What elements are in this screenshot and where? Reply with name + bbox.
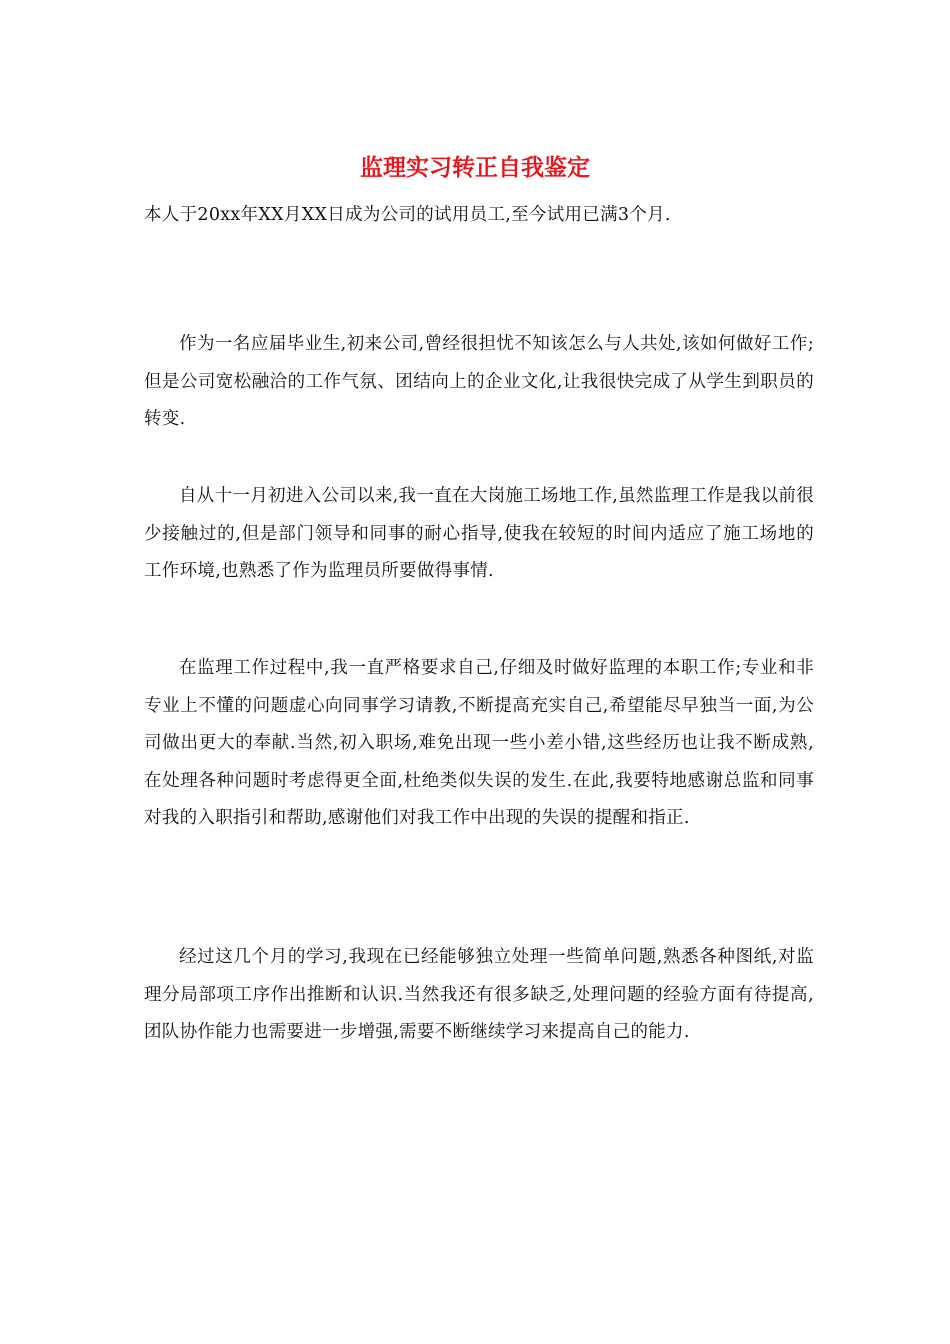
document-title: 监理实习转正自我鉴定 [360, 154, 590, 181]
body-paragraph-1: 作为一名应届毕业生,初来公司,曾经很担忧不知该怎么与人共处,该如何做好工作;但是公司宽松融洽的工作气氛、团结向上的企业文化,让我很快完成了从学生到职员的转变. [144, 334, 814, 429]
intro-paragraph: 本人于20xx年XX月XX日成为公司的试用员工,至今试用已满3个月. [144, 205, 671, 225]
body-paragraph-4: 经过这几个月的学习,我现在已经能够独立处理一些简单问题,熟悉各种图纸,对监理分局部项工序作出推断和认识.当然我还有很多缺乏,处理问题的经验方面有待提高,团队协作能力也需要进一步增强,需要不断继续学习来提高自己的能力. [144, 947, 814, 1042]
body-paragraph-3: 在监理工作过程中,我一直严格要求自己,仔细及时做好监理的本职工作;专业和非专业上不懂的问题虚心向同事学习请教,不断提高充实自己,希望能尽早独当一面,为公司做出更大的奉献.当然,初入职场,难免出现一些小差小错,这些经历也让我不断成熟,在处理各种问题时考虑得更全面,杜绝类似失误的发生.在此,我要特地感谢总监和同事对我的入职指引和帮助,感谢他们对我工作中出现的失误的提醒和指正. [144, 658, 814, 828]
body-paragraph-2: 自从十一月初进入公司以来,我一直在大岗施工场地工作,虽然监理工作是我以前很少接触过的,但是部门领导和同事的耐心指导,使我在较短的时间内适应了施工场地的工作环境,也熟悉了作为监理员所要做得事情. [144, 486, 814, 581]
